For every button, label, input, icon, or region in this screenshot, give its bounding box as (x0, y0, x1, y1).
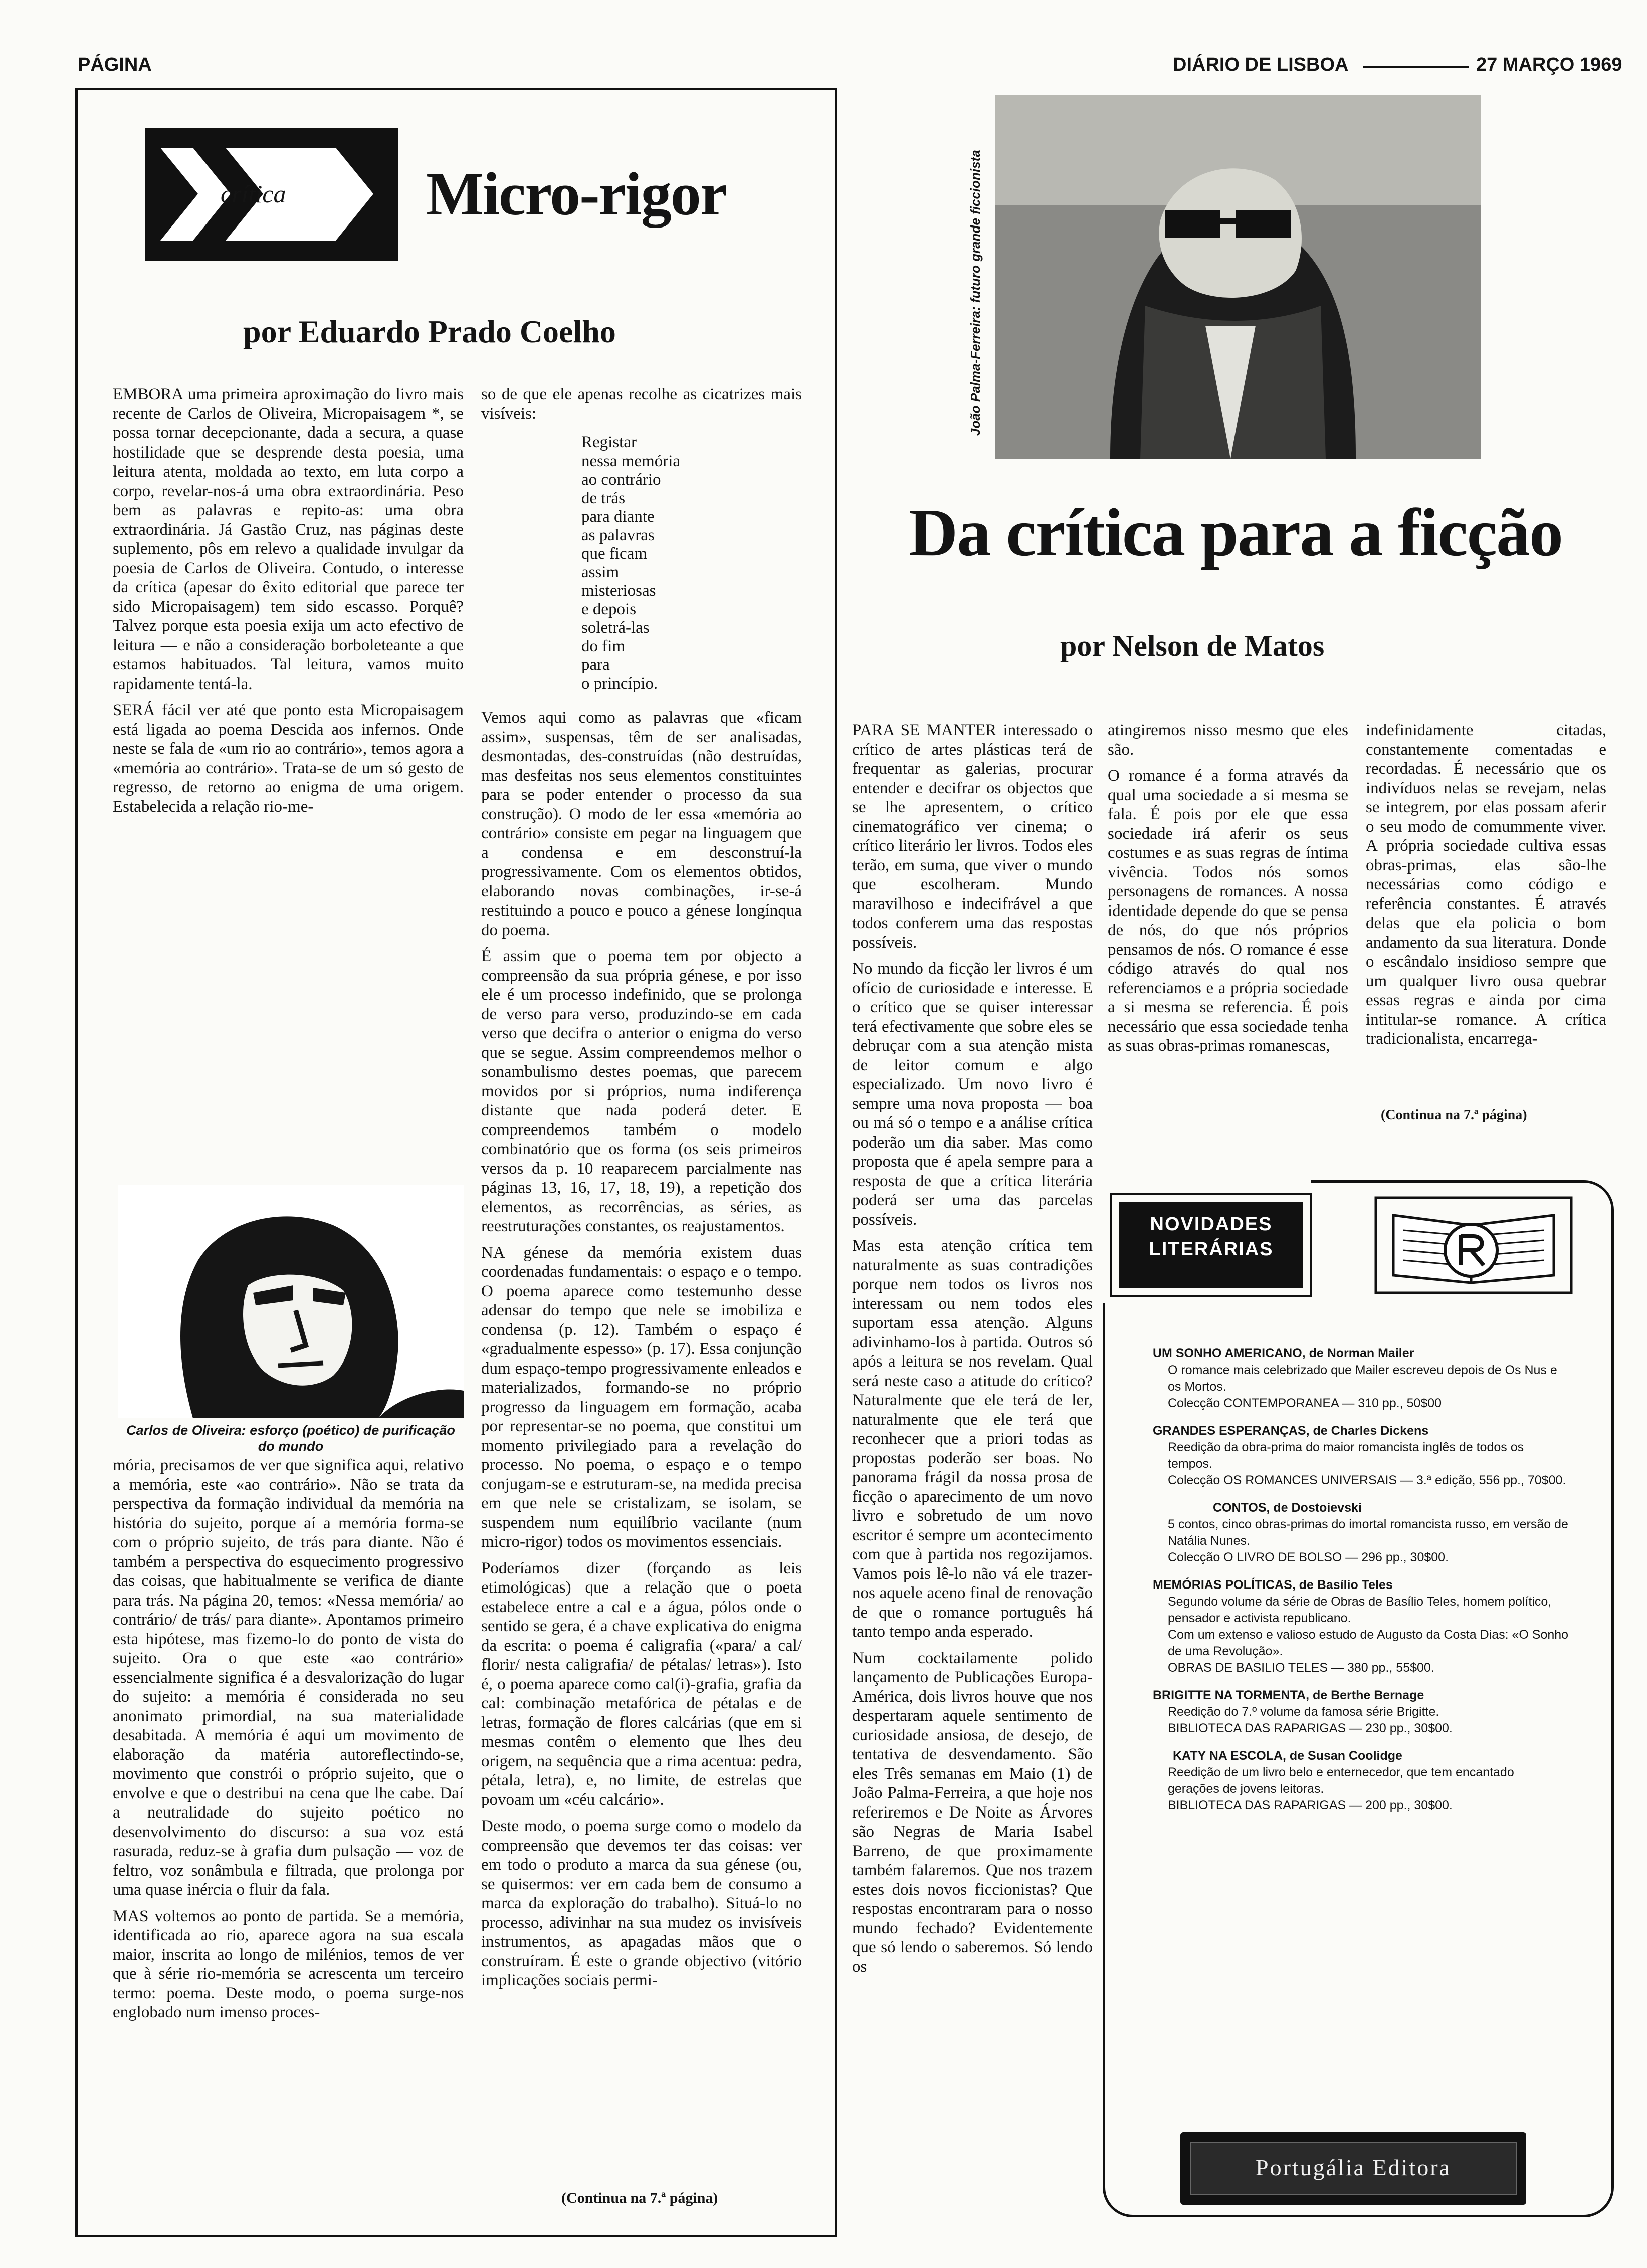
ad-book-title: UM SONHO AMERICANO, de Norman Mailer (1153, 1346, 1414, 1360)
article1-paragraph: É assim que o poema tem por objecto a compreensão da sua própria génese, e por isso ele é um processo indefinido, que se prolonga de verso para verso, produzindo-se em cada verso que decifra o anterior o enigma do verso que se segue. Assim compreendemos melhor o sonambulismo destes poemas, que parecem movidos por si próprios, numa indiferença distante que nada poderá deter. E compreendemos também o modelo combinatório que os forma (os seis primeiros versos da p. 10 reaparecem parcialmente nas páginas 13, 16, 17, 18, 19), a repetição dos elementos, as recorrências, as séries, as reestruturações constantes, os reajustamentos. (481, 947, 802, 1235)
article2-paragraph: O romance é a forma através da qual uma sociedade a si mesma se fala. É pois por ele que essa sociedade irá aferir os seus costumes e as suas regras de íntima vivência. Todos nós somos personagens de romances. A nossa identidade depende do que se pensa de nós, do que nós próprios pensamos de nós. O romance é esse código através do qual nos referenciamos e a própria sociedade a si mesma se referencia. É pois necessário que essa sociedade tenha as suas obras-primas romanescas, (1108, 767, 1348, 1055)
ad-book-title: CONTOS, de Dostoievski (1213, 1501, 1362, 1515)
ad-book-line: Reedição da obra-prima do maior romancista inglês de todos os tempos. (1168, 1440, 1524, 1471)
poem-line: as palavras (581, 526, 655, 544)
poem-line: e depois (581, 600, 637, 618)
article2-col2 (1108, 721, 1348, 1063)
poem-line: assim (581, 563, 620, 581)
newspaper-name: DIÁRIO DE LISBOA (1173, 54, 1349, 75)
ad-badge-frame (1110, 1193, 1312, 1297)
ad-book-item (1153, 1423, 1569, 1489)
byline-eduardo-prado-coelho: por Eduardo Prado Coelho (243, 314, 616, 349)
ad-badge-line: LITERÁRIAS (1149, 1239, 1274, 1260)
photo-caption-joao-palma-ferreira: João Palma-Ferreira: futuro grande ficcionista (968, 150, 983, 436)
ad-book-line: BIBLIOTECA DAS RAPARIGAS — 230 pp., 30$00. (1168, 1721, 1453, 1735)
joao-palma-ferreira-photo (995, 95, 1481, 459)
poem-line: que ficam (581, 545, 648, 563)
ad-book-title: KATY NA ESCOLA, de Susan Coolidge (1173, 1749, 1402, 1763)
ad-book-item (1153, 1500, 1569, 1566)
article1-paragraph: Deste modo, o poema surge como o modelo da compreensão que devemos ter das coisas: ver em todo o produto a marca da sua génese (ou, se quisermos: ver em cada bem de consumo a marca da exploração do trabalho). Situá-lo no processo, adivinhar na sua mudez os invisíveis instrumentos, as apagadas mãos que o construíram. É este o grande objectivo (vitório implicações sociais permi- (481, 1817, 802, 1989)
ad-book-line: Colecção OS ROMANCES UNIVERSAIS — 3.ª edição, 556 pp., 70$00. (1168, 1473, 1566, 1487)
ad-book-title: BRIGITTE NA TORMENTA, de Berthe Bernage (1153, 1688, 1424, 1702)
publisher-book-emblem-icon (1373, 1195, 1574, 1295)
ad-book-line: OBRAS DE BASILIO TELES — 380 pp., 55$00. (1168, 1661, 1434, 1675)
byline-nelson-de-matos: por Nelson de Matos (1060, 629, 1325, 662)
poem-excerpt (581, 433, 802, 693)
publisher-box (1180, 2132, 1526, 2205)
page-label: PÁGINA (78, 54, 152, 75)
ad-book-item (1153, 1748, 1569, 1814)
portrait-photo (995, 95, 1481, 459)
photo-caption-carlos-de-oliveira: Carlos de Oliveira: esforço (poético) de purificação do mundo (126, 1423, 455, 1454)
ad-book-line: BIBLIOTECA DAS RAPARIGAS — 200 pp., 30$00. (1168, 1798, 1453, 1812)
article-title-da-critica-para-a-ficcao: Da crítica para a ficção (909, 495, 1562, 570)
poem-line: para (581, 656, 610, 674)
ad-book-line: Segundo volume da série de Obras de Basílio Teles, homem político, pensador e activista republicano. (1168, 1595, 1552, 1625)
ad-badge (1119, 1202, 1303, 1288)
article1-paragraph: EMBORA uma primeira aproximação do livro mais recente de Carlos de Oliveira, Micropaisagem *, se possa tornar decepcionante, dada a secura, a quase hostilidade que se desprende desta poesia, uma leitura atenta, moldada ao texto, em luta corpo a corpo, revelar-nos-á uma obra extraordinária. Peso bem as palavras e repito-as: uma obra extraordinária. Já Gastão Cruz, nas páginas deste suplemento, pôs em relevo a qualidade invulgar da poesia de Carlos de Oliveira. Contudo, o interesse da crítica (apesar do êxito editorial que parece ter sido Micropaisagem) tem sido escasso. Porquê? Talvez porque esta poesia exija um acto efectivo de leitura — e não a consideração borboleteante a que estamos habituados. Tal leitura, vamos muito rapidamente tentá-la. (113, 385, 464, 693)
poem-line: ao contrário (581, 471, 661, 489)
ad-badge-line: NOVIDADES (1150, 1214, 1273, 1235)
article1-col1-top (113, 385, 464, 823)
article2-col1 (852, 721, 1093, 1983)
article1-paragraph: mória, precisamos de ver que significa aqui, relativo a memória, este «ao contrário». Não se trata da perspectiva da formação individual da memória na história do sujeito, porque aí a memória forma-se com o próprio sujeito, de trás para diante. Não é também a perspectiva do esquecimento progressivo das coisas, que habitualmente se verifica de diante para trás. Na página 20, temos: «Nessa memória/ ao contrário/ de trás/ para diante». Apontamos primeiro esta hipótese, mas fizemo-lo do ponto de vista do sujeito. Ora o que este «ao contrário» essencialmente significa é a desvalorização do lugar do sujeito: a memória é considerada no seu anonimato primordial, na sua materialidade desabitada. A memória é aqui um movimento de elaboração da matéria autoreflectindo-se, movimento que constrói o próprio sujeito, que o envolve e que o destribui na cena que lhe cabe. Daí a neutralidade do sujeito poético no desenvolvimento do discurso: a sua voz está rasurada, reduz-se à grafia dum pulsação — voz de feltro, voz sonâmbula e filtrada, que prolonga por uma quase inércia o fluir da fala. (113, 1456, 464, 1899)
poem-line: para diante (581, 508, 655, 526)
header-dash (1363, 66, 1469, 68)
poem-line: o princípio. (581, 674, 658, 693)
article1-paragraph: MAS voltemos ao ponto de partida. Se a memória, identificada ao rio, aparece agora na sua escala maior, inscrita ao longo de milénios, temos de ver que à série rio-memória se acrescenta um terceiro termo: poema. Deste modo, o poema surge-nos englobado num imenso proces- (113, 1907, 464, 2021)
portrait-illustration (118, 1185, 464, 1418)
ad-book-item (1153, 1687, 1569, 1737)
ad-book-list (1153, 1345, 1569, 1814)
article2-paragraph: Mas esta atenção crítica tem naturalmente as suas contradições porque nem todos os livros nos interessam ou nem todos eles suportam essa atenção. Alguns adivinhamo-los à partida. Outros só após a leitura se nos revelam. Qual será neste caso a atitude do crítico? Naturalmente que ele terá de ler, naturalmente que ele terá que reconhecer que a priori todas as propostas poderão ser boas. No panorama frágil da nossa prosa de ficção o aparecimento de um novo livro e sobretudo de um novo escritor é sempre um acontecimento com que à partida nos regozijamos. Vamos pois lê-lo não vá ele trazer-nos aquele aceno final de renovação de que o romance português há tanto tempo anda esperado. (852, 1237, 1093, 1641)
poem-line: Registar (581, 433, 637, 451)
section-label: crítica (221, 180, 286, 208)
ad-book-line: Colecção O LIVRO DE BOLSO — 296 pp., 30$00. (1168, 1550, 1449, 1564)
article-title-micro-rigor: Micro-rigor (426, 160, 726, 228)
ad-book-item (1153, 1345, 1569, 1412)
article2-paragraph: indefinidamente citadas, constantemente comentadas e recordadas. É necessário que os indivíduos nelas se revejam, nelas se integrem, por elas possam aferir o seu modo de comummente viver. A própria sociedade cultiva essas obras-primas, elas são-lhe necessárias como código e referência constantes. É através delas que ela policia o bom andamento da sua literatura. Donde o escândalo insidioso sempre que um qualquer livro ousa quebrar essas regras e ainda por cima intitular-se romance. A crítica tradicionalista, encarrega- (1366, 721, 1606, 1048)
article2-continues: (Continua na 7.ª página) (1381, 1107, 1527, 1123)
ad-book-line: Colecção CONTEMPORANEA — 310 pp., 50$00 (1168, 1396, 1442, 1410)
article1-col2 (481, 385, 802, 1997)
poem-line: misteriosas (581, 582, 656, 600)
ad-book-line: Reedição do 7.º volume da famosa série Brigitte. (1168, 1705, 1439, 1719)
article1-paragraph: Poderíamos dizer (forçando as leis etimológicas) que a relação que o poeta estabelece entre a cal e a água, pólos onde o sentido se gera, é a chave explicativa do enigma da escrita: o poema é caligrafia («para/ a cal/ florir/ nesta caligrafia/ de pétalas/ letras»). Isto é, o poema aparece como cal(i)-grafia, grafia da cal: combinação metafórica de pétalas e de letras, formação de flores calcárias (que em si mesmas contêm o elemento que lhes deu origem, na sequência que a rima acentua: pedra, pétala, letra), e, no limite, de estrelas que povoam um «céu calcário». (481, 1559, 802, 1809)
poem-line: soletrá-las (581, 619, 650, 637)
article1-paragraph: NA génese da memória existem duas coordenadas fundamentais: o espaço e o tempo. O poema aparece como testemunho desse adensar do tempo que nele se imobiliza e condensa (p. 12). Também o espaço é «gradualmente espesso» (p. 17). Essa conjunção dum espaço-tempo progressivamente enleados e materializados, formando-se no próprio progresso da linguagem em formação, acaba por representar-se no poema, que constitui um momento privilegiado para a revelação do processo. No poema, o espaço e o tempo conjugam-se e estruturam-se, na medida precisa em que nele se cristalizam, se isolam, se suspendem num equilíbrio vacilante (num micro-rigor) todos os movimentos essenciais. (481, 1243, 802, 1551)
issue-date: 27 MARÇO 1969 (1476, 54, 1622, 75)
article1-paragraph: SERÁ fácil ver até que ponto esta Micropaisagem está ligada ao poema Descida aos infernos. Onde neste se fala de «um rio ao contrário», temos agora a «memória ao contrário». Trata-se de um só gesto de regresso, de retorno ao enigma de uma origem. Estabelecida a relação rio-me- (113, 701, 464, 816)
ad-book-line: Com um extenso e valioso estudo de Augusto da Costa Dias: «O Sonho de uma Revolução». (1168, 1628, 1569, 1658)
article2-col3 (1366, 721, 1606, 1056)
ad-book-line: O romance mais celebrizado que Mailer escreveu depois de Os Nus e os Mortos. (1168, 1363, 1557, 1394)
article2-paragraph: Num cocktailamente polido lançamento de Publicações Europa-América, dois livros houve que nos despertaram aquele sentimento de curiosidade ansiosa, de desejo, de tentativa de desvendamento. São eles Três semanas em Maio (1) de João Palma-Ferreira, a que hoje nos referiremos e De Noite as Árvores são Negras de Maria Isabel Barreno, de que proximamente também falaremos. Que nos trazem estes dois novos ficcionistas? Que respostas encontraram para o nosso mundo fechado? Evidentemente que só lendo o saberemos. Só lendo os (852, 1649, 1093, 1976)
article2-paragraph: PARA SE MANTER interessado o crítico de artes plásticas terá de frequentar as galerias, procurar entender e decifrar os objectos que se lhe apresentem, o crítico cinematográfico ver cinema; o crítico literário ler livros. Todos eles terão, em suma, que viver o mundo que escolheram. Mundo maravilhoso e indecifrável a que todos conferem uma das respostas possíveis. (852, 721, 1093, 952)
ad-book-line: 5 contos, cinco obras-primas do imortal romancista russo, em versão de Natália Nunes. (1168, 1517, 1568, 1548)
poem-line: nessa memória (581, 452, 681, 470)
ad-book-title: GRANDES ESPERANÇAS, de Charles Dickens (1153, 1424, 1429, 1438)
article1-col1-bottom (113, 1456, 464, 2029)
poem-line: de trás (581, 489, 626, 507)
ad-book-line: Reedição de um livro belo e enternecedor, que tem encantado gerações de jovens leitoras. (1168, 1765, 1514, 1796)
carlos-de-oliveira-photo (118, 1185, 464, 1418)
article2-paragraph: atingiremos nisso mesmo que eles são. (1108, 721, 1348, 759)
poem-line: do fim (581, 637, 626, 655)
ad-book-title: MEMÓRIAS POLÍTICAS, de Basílio Teles (1153, 1578, 1393, 1592)
article1-continues: (Continua na 7.ª página) (561, 2190, 718, 2206)
article1-col2-intro: so de que ele apenas recolhe as cicatrizes mais visíveis: (481, 385, 802, 423)
ad-book-item (1153, 1577, 1569, 1676)
publisher-name: Portugália Editora (1190, 2142, 1517, 2195)
article1-paragraph: Vemos aqui como as palavras que «ficam assim», suspensas, têm de ser analisadas, desmontadas, des-construídas (não destruídas, mas desfeitas nos seus elementos constituintes para se poder entender o processo da sua construção). O modo de ler essa «memória ao contrário» consiste em pegar na linguagem que a condensa e em desconstruí-la progressivamente. Com os elementos obtidos, elaborando novas combinações, ir-se-á restituindo a pouco e pouco a génese longínqua do poema. (481, 709, 802, 939)
article2-paragraph: No mundo da ficção ler livros é um ofício de curiosidade e interesse. E o crítico que se quiser interessar terá efectivamente que sobre eles se debruçar com a sua atenção mista de leitor comum e algo especializado. Um novo livro é sempre uma nova proposta — boa ou má só o tempo e a análise crítica poderão um dia saber. Mas como proposta que é apela sempre para a resposta de que a crítica literária poderá ser uma das parcelas possíveis. (852, 960, 1093, 1229)
